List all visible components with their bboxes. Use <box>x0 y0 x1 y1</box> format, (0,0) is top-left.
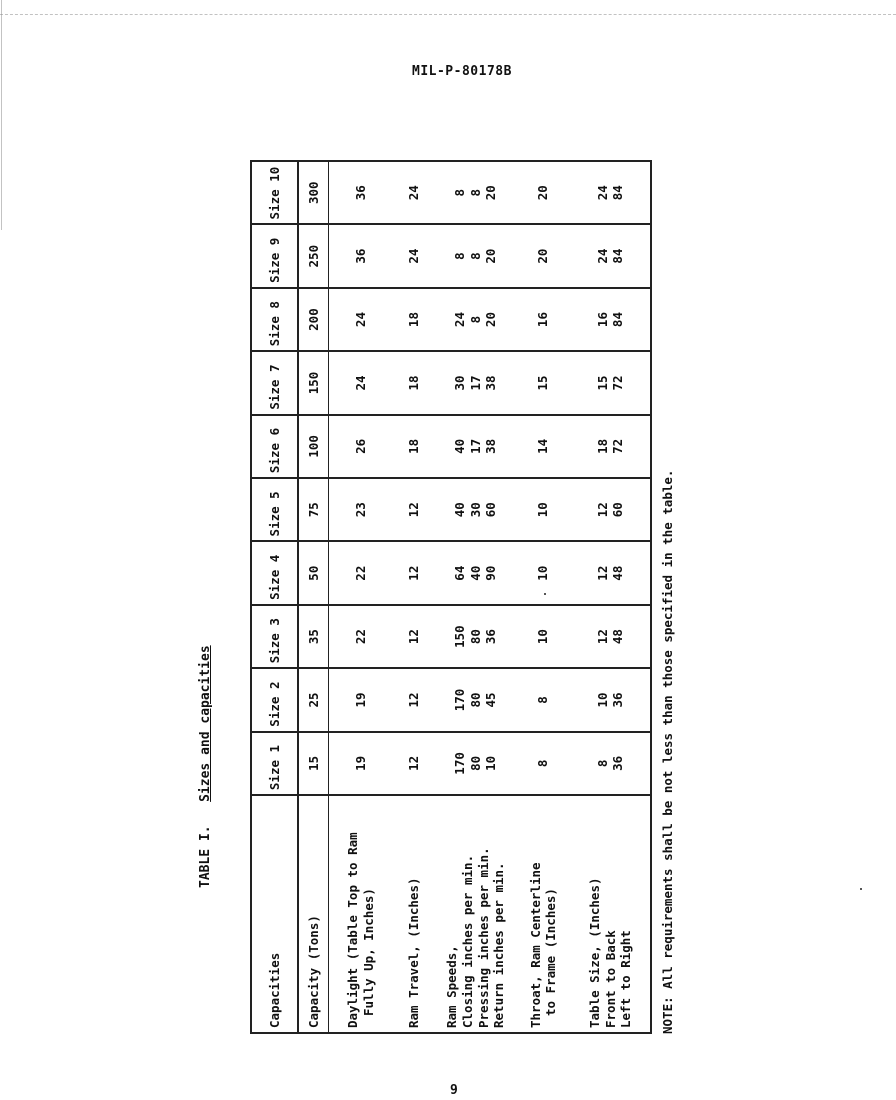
cell-value: 60 <box>483 502 499 518</box>
column-header-capacities: Capacities <box>251 795 298 1033</box>
document-number: MIL-P-80178B <box>412 64 512 79</box>
cell-value: 48 <box>610 565 626 581</box>
cell-value: 20 <box>483 185 499 201</box>
cell-value: 17 <box>467 375 483 391</box>
cell-size-8 <box>298 288 329 351</box>
cell-size-9 <box>298 224 329 287</box>
cell-value: 36 <box>353 185 369 201</box>
column-header-size-2: Size 2 <box>251 668 298 731</box>
cell-size-2 <box>393 668 436 731</box>
cell-value: 10 <box>535 629 551 645</box>
cell-value: 72 <box>610 438 626 454</box>
cell-size-6 <box>298 415 329 478</box>
cell-value: 100 <box>305 435 321 458</box>
cell-value: 12 <box>594 629 610 645</box>
cell-size-4 <box>516 541 571 604</box>
cell-size-7 <box>298 351 329 414</box>
column-header-size-7: Size 7 <box>251 351 298 414</box>
cell-value: 75 <box>305 502 321 518</box>
cell-value: 20 <box>535 185 551 201</box>
cell-value: 8 <box>452 188 468 197</box>
cell-size-5 <box>571 478 651 541</box>
cell-value: 12 <box>594 565 610 581</box>
row-label <box>393 795 436 1033</box>
cell-value: 20 <box>483 312 499 328</box>
cell-size-10 <box>571 161 651 224</box>
cell-value: 23 <box>353 502 369 518</box>
cell-size-2 <box>298 668 329 731</box>
cell-size-2 <box>516 668 571 731</box>
cell-size-3 <box>516 605 571 668</box>
cell-size-8 <box>436 288 516 351</box>
cell-value: 25 <box>305 692 321 708</box>
cell-value: 64 <box>452 565 468 581</box>
cell-value: 84 <box>610 248 626 264</box>
cell-size-6 <box>393 415 436 478</box>
table-row <box>298 161 329 1033</box>
cell-size-8 <box>393 288 436 351</box>
cell-size-5 <box>516 478 571 541</box>
cell-value: 35 <box>305 629 321 645</box>
cell-value: 8 <box>535 759 551 768</box>
cell-size-1 <box>298 732 329 795</box>
cell-value: 8 <box>594 759 610 768</box>
cell-size-8 <box>329 288 393 351</box>
cell-value: 19 <box>353 755 369 771</box>
cell-value: 80 <box>467 755 483 771</box>
cell-value: 16 <box>594 312 610 328</box>
cell-size-3 <box>436 605 516 668</box>
column-header-size-8: Size 8 <box>251 288 298 351</box>
cell-size-7 <box>329 351 393 414</box>
cell-size-9 <box>393 224 436 287</box>
cell-value: 10 <box>483 755 499 771</box>
cell-value: 24 <box>353 375 369 391</box>
row-label-line: Throat, Ram Centerline <box>527 862 543 1028</box>
cell-value: 15 <box>535 375 551 391</box>
cell-value: 24 <box>594 185 610 201</box>
cell-size-7 <box>516 351 571 414</box>
row-label <box>298 795 329 1033</box>
row-label <box>329 795 393 1033</box>
row-label-line: Left to Right <box>618 930 634 1028</box>
cell-value: 60 <box>610 502 626 518</box>
cell-value: 250 <box>305 244 321 268</box>
rotated-caption-block <box>198 160 228 1034</box>
cell-value: 150 <box>305 371 321 395</box>
scan-edge-left <box>1 0 2 230</box>
table-header-row <box>251 161 298 1033</box>
column-header-size-9: Size 9 <box>251 224 298 287</box>
cell-value: 84 <box>610 185 626 201</box>
cell-size-1 <box>329 732 393 795</box>
cell-value: 8 <box>467 252 483 260</box>
cell-value: 38 <box>483 375 499 391</box>
table-note: NOTE: All requirements shall be not less than those specified in the table. <box>660 469 675 1034</box>
table-caption-title: Sizes and capacities <box>198 645 213 802</box>
column-header-size-1: Size 1 <box>251 732 298 795</box>
row-label-line: Return inches per min. <box>491 862 507 1028</box>
cell-value: 19 <box>353 692 369 708</box>
cell-value: 150 <box>452 625 468 648</box>
cell-value: 10 <box>594 692 610 708</box>
cell-value: 36 <box>353 248 369 264</box>
cell-value: 36 <box>610 755 626 771</box>
cell-size-10 <box>516 161 571 224</box>
cell-value: 15 <box>305 755 321 771</box>
cell-size-1 <box>393 732 436 795</box>
cell-size-4 <box>298 541 329 604</box>
cell-value: 36 <box>483 629 499 645</box>
cell-value: 80 <box>467 629 483 645</box>
sizes-capacities-table <box>250 160 652 1034</box>
cell-value: 18 <box>406 438 422 454</box>
cell-value: 24 <box>406 185 422 201</box>
cell-value: 72 <box>610 375 626 391</box>
rotated-table-block <box>250 160 682 1034</box>
table-row <box>436 161 516 1033</box>
cell-value: 8 <box>452 252 468 260</box>
cell-size-3 <box>571 605 651 668</box>
cell-value: 24 <box>353 312 369 328</box>
cell-value: 14 <box>535 438 551 454</box>
row-label-line: Ram Travel, (Inches) <box>406 877 422 1028</box>
scan-speck <box>860 888 862 890</box>
table-caption-prefix: TABLE I. <box>198 825 213 888</box>
column-header-size-5: Size 5 <box>251 478 298 541</box>
cell-value: 12 <box>406 502 422 518</box>
cell-size-5 <box>393 478 436 541</box>
row-label-line: Fully Up, Inches) <box>360 888 376 1016</box>
cell-size-3 <box>298 605 329 668</box>
cell-size-10 <box>298 161 329 224</box>
table-row <box>329 161 393 1033</box>
cell-size-8 <box>516 288 571 351</box>
cell-value: 36 <box>610 692 626 708</box>
cell-value: 40 <box>452 438 468 454</box>
cell-size-6 <box>436 415 516 478</box>
row-label <box>571 795 651 1033</box>
cell-value: 20 <box>483 248 499 264</box>
cell-value: 12 <box>406 629 422 645</box>
row-label-line: Table Size, (Inches) <box>587 877 603 1028</box>
cell-size-3 <box>393 605 436 668</box>
row-label-line: Capacity (Tons) <box>305 915 321 1028</box>
row-label <box>436 795 516 1033</box>
cell-size-2 <box>329 668 393 731</box>
cell-value: 170 <box>452 752 468 775</box>
cell-value: 200 <box>305 308 321 331</box>
cell-size-8 <box>571 288 651 351</box>
scan-edge-top <box>0 14 896 19</box>
cell-value: 12 <box>594 502 610 518</box>
cell-size-7 <box>393 351 436 414</box>
cell-size-1 <box>436 732 516 795</box>
cell-value: 84 <box>610 312 626 328</box>
cell-size-6 <box>516 415 571 478</box>
row-label-line: Daylight (Table Top to Ram <box>345 832 361 1028</box>
cell-size-1 <box>571 732 651 795</box>
cell-value: 22 <box>353 565 369 581</box>
cell-size-4 <box>571 541 651 604</box>
cell-value: 50 <box>305 565 321 581</box>
cell-size-4 <box>436 541 516 604</box>
cell-size-10 <box>436 161 516 224</box>
cell-size-4 <box>329 541 393 604</box>
row-label-line: Ram Speeds, <box>444 945 460 1028</box>
cell-size-9 <box>329 224 393 287</box>
cell-size-5 <box>436 478 516 541</box>
table-row <box>516 161 571 1033</box>
cell-size-4 <box>393 541 436 604</box>
column-header-size-3: Size 3 <box>251 605 298 668</box>
cell-value: 30 <box>452 375 468 391</box>
cell-value: 80 <box>467 692 483 708</box>
table-body <box>251 161 651 1033</box>
cell-value: 18 <box>406 312 422 328</box>
cell-value: 170 <box>452 688 468 712</box>
cell-value: 12 <box>406 755 422 771</box>
cell-size-6 <box>329 415 393 478</box>
page-number: 9 <box>450 1083 458 1098</box>
row-label <box>516 795 571 1033</box>
cell-size-2 <box>571 668 651 731</box>
row-label-line: to Frame (Inches) <box>543 888 559 1016</box>
table-caption <box>198 368 213 888</box>
row-label-line: Closing inches per min. <box>459 854 475 1028</box>
cell-value: 45 <box>483 692 499 708</box>
cell-size-9 <box>516 224 571 287</box>
cell-value: 40 <box>452 502 468 518</box>
column-header-size-6: Size 6 <box>251 415 298 478</box>
cell-size-5 <box>298 478 329 541</box>
row-label-line: Pressing inches per min. <box>475 847 491 1028</box>
cell-value: 22 <box>353 629 369 645</box>
cell-value: 300 <box>305 181 321 205</box>
cell-size-10 <box>393 161 436 224</box>
cell-value: 10 <box>535 565 551 581</box>
cell-size-9 <box>571 224 651 287</box>
cell-size-2 <box>436 668 516 731</box>
cell-value: 8 <box>467 188 483 197</box>
cell-value: 24 <box>594 248 610 264</box>
cell-value: 12 <box>406 565 422 581</box>
column-header-size-10: Size 10 <box>251 161 298 224</box>
cell-value: 15 <box>594 375 610 391</box>
cell-size-10 <box>329 161 393 224</box>
cell-value: 8 <box>535 696 551 704</box>
table-row <box>571 161 651 1033</box>
cell-value: 30 <box>467 502 483 518</box>
cell-value: 18 <box>594 438 610 454</box>
cell-size-3 <box>329 605 393 668</box>
cell-value: 18 <box>406 375 422 391</box>
cell-value: 24 <box>452 312 468 328</box>
row-label-line: Front to Back <box>602 930 618 1028</box>
column-header-size-4: Size 4 <box>251 541 298 604</box>
cell-size-7 <box>436 351 516 414</box>
cell-size-5 <box>329 478 393 541</box>
table-row <box>393 161 436 1033</box>
cell-value: 38 <box>483 438 499 454</box>
cell-value: 40 <box>467 565 483 581</box>
cell-value: 8 <box>467 315 483 324</box>
cell-value: 12 <box>406 692 422 708</box>
cell-size-6 <box>571 415 651 478</box>
cell-value: 26 <box>353 438 369 454</box>
cell-value: 48 <box>610 629 626 645</box>
cell-value: 16 <box>535 312 551 328</box>
cell-value: 90 <box>483 565 499 581</box>
cell-size-7 <box>571 351 651 414</box>
cell-value: 20 <box>535 248 551 264</box>
cell-size-9 <box>436 224 516 287</box>
cell-size-1 <box>516 732 571 795</box>
cell-value: 10 <box>535 502 551 518</box>
cell-value: 17 <box>467 438 483 454</box>
cell-value: 24 <box>406 248 422 264</box>
